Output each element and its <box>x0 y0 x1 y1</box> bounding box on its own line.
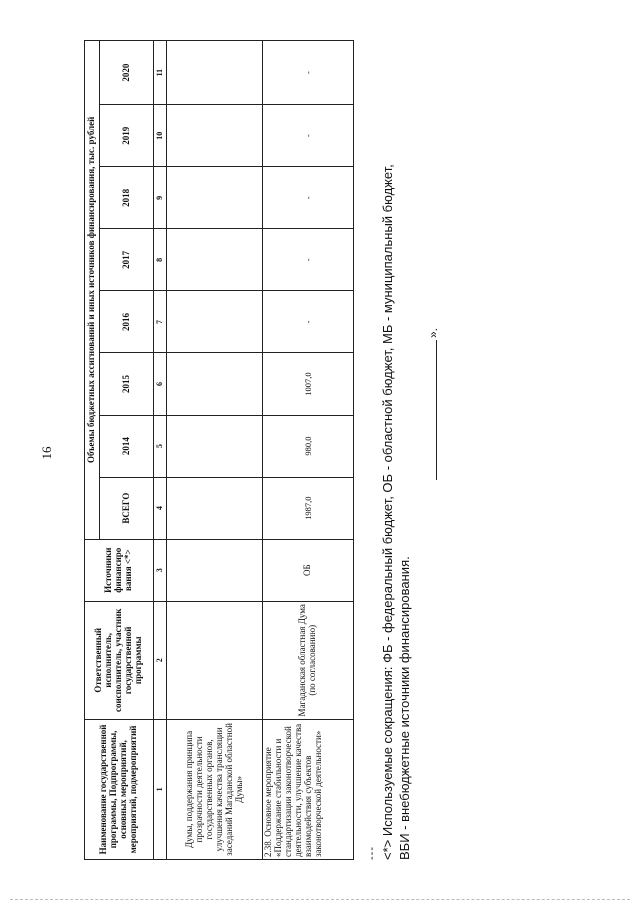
column-number: 6 <box>154 353 167 415</box>
row-value-2018: - <box>263 167 354 229</box>
row-value-2016 <box>167 291 263 353</box>
header-year-2019: 2019 <box>100 105 154 167</box>
row-value-2020 <box>167 41 263 105</box>
header-year-2020: 2020 <box>100 41 154 105</box>
closing-quote: ». <box>426 327 440 338</box>
row-value-2016: - <box>263 291 354 353</box>
column-number: 7 <box>154 291 167 353</box>
row-value-2018 <box>167 167 263 229</box>
footnote-line-1: <*> Используемые сокращения: ФБ - федеральный бюджет, ОБ - областной бюджет, МБ - муниципальный бюджет, <box>380 164 395 860</box>
column-number-row <box>154 41 167 860</box>
footnote-separator: --- <box>366 846 378 860</box>
footnote-line-2: ВБИ - внебюджетные источники финансирования. <box>397 556 412 860</box>
column-number: 11 <box>154 41 167 105</box>
header-row-1 <box>85 41 100 860</box>
row-source <box>167 539 263 601</box>
column-number: 8 <box>154 229 167 291</box>
column-number: 1 <box>154 719 167 859</box>
row-source: ОБ <box>263 539 354 601</box>
scan-artifact-line <box>10 899 630 902</box>
header-total: ВСЕГО <box>100 477 154 539</box>
header-year-2018: 2018 <box>100 167 154 229</box>
footnote-block <box>366 40 440 860</box>
row-value-2015 <box>167 353 263 415</box>
closing-line <box>426 40 440 480</box>
row-value-total <box>167 477 263 539</box>
row-value-2015: 1007,0 <box>263 353 354 415</box>
header-financing-group: Объемы бюджетных ассигнований и иных источников финансирования, тыс. рублей <box>85 41 100 540</box>
column-number: 2 <box>154 601 167 719</box>
header-source: Источники финансиро вания <*> <box>85 539 154 601</box>
column-number: 5 <box>154 415 167 477</box>
header-year-2014: 2014 <box>100 415 154 477</box>
row-value-2020: - <box>263 41 354 105</box>
column-number: 9 <box>154 167 167 229</box>
closing-rule <box>436 340 437 480</box>
financing-table <box>84 40 354 860</box>
row-value-2014 <box>167 415 263 477</box>
row-value-2017: - <box>263 229 354 291</box>
row-executor <box>167 601 263 719</box>
header-year-2017: 2017 <box>100 229 154 291</box>
row-value-2014: 980,0 <box>263 415 354 477</box>
row-program-name: Думы, поддержания принципа прозрачности деятельности государственных органов, улучшения качества трансляции заседаний Магаданской областной Думы» <box>167 719 263 859</box>
header-program-name: Наименование государственной программы, Подпрограммы, основных мероприятий, мероприятий, подмероприятий <box>85 719 154 859</box>
page-number: 16 <box>39 446 54 460</box>
column-number: 10 <box>154 105 167 167</box>
row-value-2019 <box>167 105 263 167</box>
row-program-name: 2.38. Основное мероприятие «Поддержание стабильности и стандартизации законотворческой деятельности, улучшение качества взаимодействия субъектов законотворческой деятельности» <box>263 719 354 859</box>
row-executor: Магаданская областная Дума (по согласованию) <box>263 601 354 719</box>
column-number: 3 <box>154 539 167 601</box>
header-year-2016: 2016 <box>100 291 154 353</box>
table-row <box>263 41 354 860</box>
rotated-content <box>84 40 614 860</box>
column-number: 4 <box>154 477 167 539</box>
row-value-2019: - <box>263 105 354 167</box>
row-value-2017 <box>167 229 263 291</box>
table-row <box>167 41 263 860</box>
row-value-total: 1987,0 <box>263 477 354 539</box>
header-executor: Ответственный исполнитель, соисполнитель, участник государственной программы <box>85 601 154 719</box>
header-year-2015: 2015 <box>100 353 154 415</box>
